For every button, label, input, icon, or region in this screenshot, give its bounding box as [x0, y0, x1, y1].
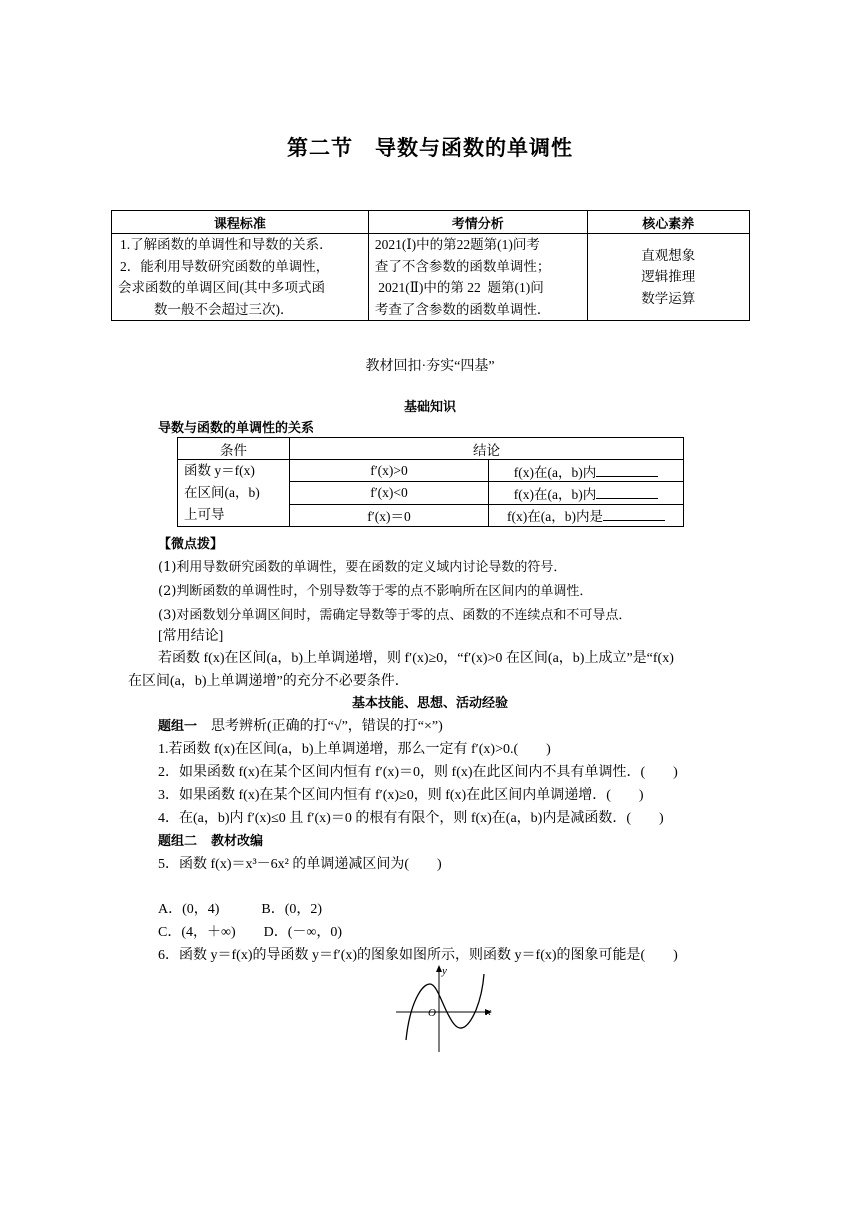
- answer-blank[interactable]: [603, 507, 665, 521]
- text-line: 2021(Ⅰ)中的第22题第(1)问考: [374, 237, 540, 252]
- question-item: 4．在(a，b)内 f′(x)≤0 且 f′(x)＝0 的根有有限个，则 f(x)在(a，b)内是减函数．( ): [158, 811, 664, 826]
- question-item: 1.若函数 f(x)在区间(a，b)上单调递增，那么一定有 f′(x)>0.( ): [158, 742, 551, 757]
- condition-cell: [178, 460, 290, 527]
- standard-cell: [112, 234, 369, 321]
- question-5: 5．函数 f(x)＝x³－6x² 的单调递减区间为( ): [158, 857, 442, 872]
- tip-item: (1)利用导数研究函数的单调性，要在函数的定义域内讨论导数的符号．: [158, 560, 567, 575]
- answer-blank[interactable]: [596, 485, 658, 499]
- analysis-cell: [368, 234, 587, 321]
- tip-item: (3)对函数划分单调区间时，需确定导数等于零的点、函数的不连续点和不可导点．: [158, 608, 632, 623]
- question-6: 6．函数 y＝f(x)的导函数 y＝f′(x)的图象如图所示，则函数 y＝f(x)的图象可能是( ): [158, 948, 678, 963]
- derivative-cell: f′(x)<0: [290, 482, 489, 504]
- header-standard: 课程标准: [112, 211, 369, 234]
- header-literacy: 核心素养: [587, 211, 749, 234]
- text-line: 直观想象: [641, 247, 696, 263]
- section-heading-basics: 基础知识: [403, 400, 456, 415]
- text-line: 数学运算: [641, 290, 696, 306]
- header-conclusion: 结论: [290, 438, 684, 460]
- text-line: 会求函数的单调区间(其中多项式函: [118, 280, 325, 295]
- derivative-curve: [406, 974, 484, 1040]
- standards-table: [111, 210, 750, 321]
- group1-title: 思考辨析(正确的打“√”，错误的打“×”): [211, 719, 443, 734]
- header-condition: 条件: [178, 438, 290, 460]
- group2-title: 教材改编: [211, 834, 264, 849]
- section-heading-skills: 基本技能、思想、活动经验: [351, 696, 508, 711]
- derivative-cell: f′(x)＝0: [290, 504, 489, 526]
- text-line: 2021(Ⅱ)中的第 22 题第(1)问: [374, 280, 544, 295]
- answer-blank[interactable]: [596, 463, 658, 477]
- conclusion-label: [常用结论]: [158, 629, 224, 644]
- conclusion-cell: [489, 460, 684, 482]
- relation-table: [177, 437, 684, 527]
- tip-item: (2)判断函数的单调性时，个别导数等于零的点不影响所在区间内的单调性．: [158, 584, 593, 599]
- conclusion-text: f(x)在(a，b)内: [513, 486, 597, 502]
- header-analysis: 考情分析: [368, 211, 587, 234]
- literacy-cell: [587, 234, 749, 321]
- tips-label: 【微点拨】: [158, 537, 224, 552]
- group2-label: 题组二: [158, 834, 198, 849]
- y-axis-label: y: [442, 965, 447, 977]
- text-line: 1.了解函数的单调性和导数的关系．: [120, 237, 333, 252]
- conclusion-text: f(x)在(a，b)内: [513, 464, 597, 480]
- question-5-options: C．(4，＋∞) D．(－∞，0): [158, 925, 343, 940]
- conclusion-line: 在区间(a，b)上单调递增”的充分不必要条件．: [128, 674, 409, 689]
- derivative-cell: f′(x)>0: [290, 460, 489, 482]
- conclusion-cell: [489, 482, 684, 504]
- x-axis-label: x: [486, 1006, 491, 1018]
- text-line: 函数 y＝f(x): [184, 463, 255, 478]
- section-heading-review: 教材回扣·夯实“四基”: [365, 359, 495, 374]
- text-line: 2．能利用导数研究函数的单调性，: [120, 258, 330, 274]
- origin-label: O: [428, 1007, 436, 1019]
- group2-heading: [158, 830, 263, 850]
- text-line: 数一般不会超过三次)．: [154, 301, 294, 317]
- conclusion-line: 若函数 f(x)在区间(a，b)上单调递增，则 f′(x)≥0，“f′(x)>0 在区间(a，b)上成立”是“f(x): [158, 651, 674, 666]
- subtitle-relation: 导数与函数的单调性的关系: [158, 421, 315, 436]
- text-line: 逻辑推理: [641, 269, 696, 285]
- group1-label: 题组一: [158, 719, 198, 734]
- text-line: 在区间(a，b): [184, 485, 260, 500]
- question-item: 2．如果函数 f(x)在某个区间内恒有 f′(x)＝0，则 f(x)在此区间内不具有单调性．( ): [158, 765, 678, 780]
- text-line: 考查了含参数的函数单调性．: [374, 301, 551, 317]
- text-line: 查了不含参数的函数单调性；: [374, 258, 551, 274]
- derivative-graph: [396, 962, 506, 1054]
- question-5-options: A．(0，4) B．(0，2): [158, 902, 323, 917]
- question-item: 3．如果函数 f(x)在某个区间内恒有 f′(x)≥0，则 f(x)在此区间内单调递增．( ): [158, 788, 644, 803]
- conclusion-cell: [489, 504, 684, 526]
- page-title: 第二节 导数与函数的单调性: [287, 136, 573, 160]
- group1-heading: [158, 715, 443, 735]
- text-line: 上可导: [184, 507, 225, 522]
- conclusion-text: f(x)在(a，b)内是: [507, 509, 603, 525]
